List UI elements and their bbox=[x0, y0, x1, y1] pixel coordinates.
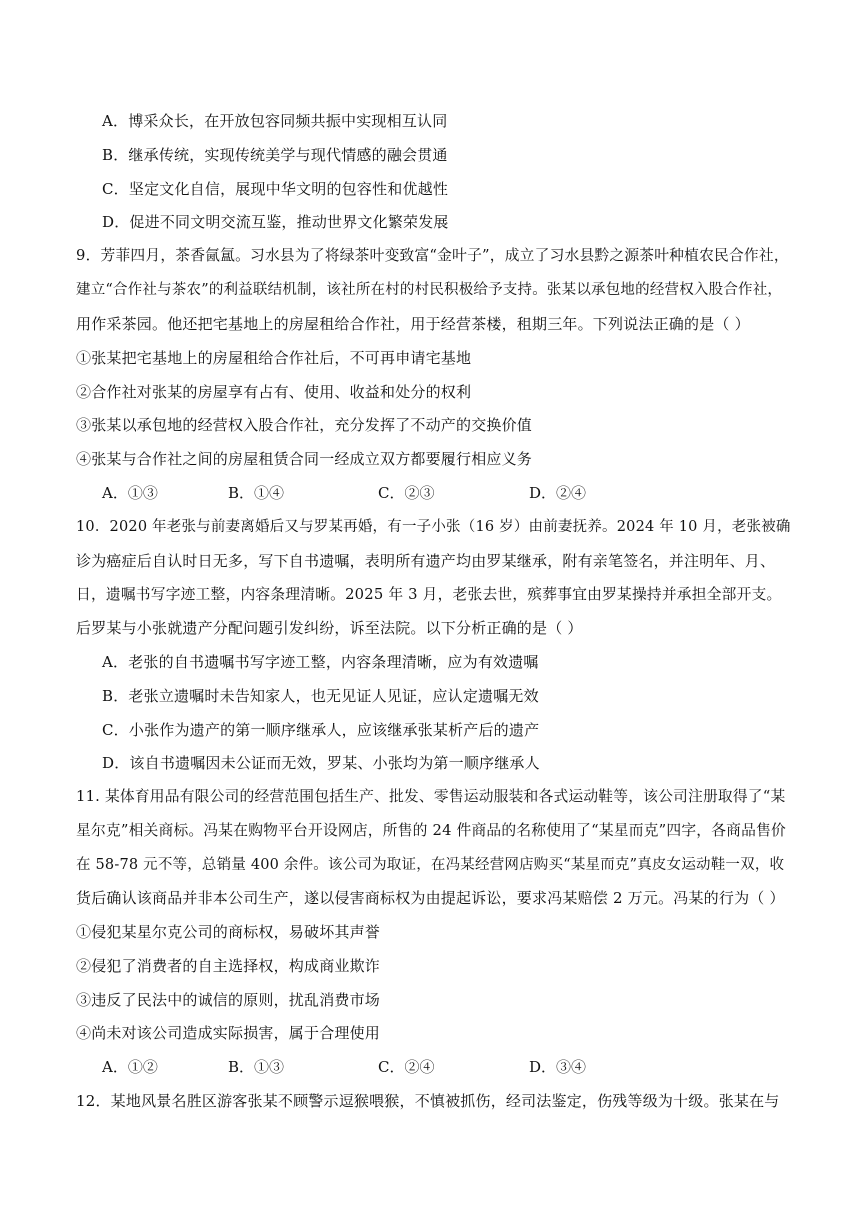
q9-statement-3: ③张某以承包地的经营权入股合作社，充分发挥了不动产的交换价值 bbox=[76, 416, 533, 434]
q10-option-b[interactable]: B．老张立遗嘱时未告知家人，也无见证人见证，应认定遗嘱无效 bbox=[102, 687, 539, 705]
q9-choice-c[interactable]: C．②③ bbox=[378, 484, 435, 502]
q11-statement-1: ①侵犯某星尔克公司的商标权，易破坏其声誉 bbox=[76, 923, 381, 941]
q9-statement-4: ④张某与合作社之间的房屋租赁合同一经成立双方都要履行相应义务 bbox=[76, 450, 533, 468]
q10-stem-line-4: 后罗某与小张就遗产分配问题引发纠纷，诉至法院。以下分析正确的是（ ） bbox=[76, 619, 583, 637]
q10-option-d[interactable]: D．该自书遗嘱因未公证而无效，罗某、小张均为第一顺序继承人 bbox=[102, 754, 540, 772]
q10-stem-line-1: 10．2020 年老张与前妻离婚后又与罗某再婚，有一子小张（16 岁）由前妻抚养。2024 年 10 月，老张被确 bbox=[76, 519, 791, 535]
q8-option-b: B．继承传统，实现传统美学与现代情感的融会贯通 bbox=[102, 146, 448, 164]
q11-statement-3: ③违反了民法中的诚信的原则，扰乱消费市场 bbox=[76, 991, 381, 1009]
q10-stem-line-3: 日，遗嘱书写字迹工整，内容条理清晰。2025 年 3 月，老张去世，殡葬事宜由罗某操持并承担全部开支。 bbox=[76, 586, 782, 603]
q11-choice-d[interactable]: D．③④ bbox=[529, 1058, 587, 1076]
q11-stem-line-3: 在 58-78 元不等，总销量 400 余件。该公司为取证，在冯某经营网店购买“某星而克”真皮女运动鞋一双，收 bbox=[76, 857, 785, 873]
q12-stem-line-1: 12．某地风景名胜区游客张某不顾警示逗猴喂猴，不慎被抓伤，经司法鉴定，伤残等级为十级。张某在与 bbox=[76, 1092, 780, 1110]
q11-choice-c[interactable]: C．②④ bbox=[378, 1058, 435, 1076]
q8-option-d: D．促进不同文明交流互鉴，推动世界文化繁荣发展 bbox=[102, 213, 449, 231]
q9-choice-d[interactable]: D．②④ bbox=[529, 484, 587, 502]
q9-stem-line-2: 建立“合作社与茶农”的利益联结机制，该社所在村的村民积极给予支持。张某以承包地的经营权入股合作社， bbox=[76, 282, 783, 298]
q10-option-a[interactable]: A．老张的自书遗嘱书写字迹工整，内容条理清晰，应为有效遗嘱 bbox=[102, 653, 539, 671]
q9-choice-a[interactable]: A．①③ bbox=[102, 484, 158, 502]
q11-stem-line-2: 星尔克”相关商标。冯某在购物平台开设网店，所售的 24 件商品的名称使用了“某星而克”四字，各商品售价 bbox=[76, 822, 786, 839]
q9-statement-1: ①张某把宅基地上的房屋租给合作社后，不可再申请宅基地 bbox=[76, 349, 472, 367]
q9-choices bbox=[102, 483, 702, 503]
q11-statement-4: ④尚未对该公司造成实际损害，属于合理使用 bbox=[76, 1024, 381, 1042]
q11-choice-a[interactable]: A．①② bbox=[102, 1058, 158, 1076]
q11-choice-b[interactable]: B．①③ bbox=[228, 1058, 285, 1076]
q11-choices bbox=[102, 1057, 702, 1077]
q8-option-c: C．坚定文化自信，展现中华文明的包容性和优越性 bbox=[102, 180, 449, 198]
q11-stem-line-4: 货后确认该商品并非本公司生产，遂以侵害商标权为由提起诉讼，要求冯某赔偿 2 万元。冯某的行为（ ） bbox=[76, 889, 785, 907]
q9-choice-b[interactable]: B．①④ bbox=[228, 484, 285, 502]
q11-statement-2: ②侵犯了消费者的自主选择权，构成商业欺诈 bbox=[76, 957, 381, 975]
q9-stem-line-3: 用作采茶园。他还把宅基地上的房屋租给合作社，用于经营茶楼，租期三年。下列说法正确的是（ ） bbox=[76, 315, 750, 333]
q9-statement-2: ②合作社对张某的房屋享有占有、使用、收益和处分的权利 bbox=[76, 383, 472, 401]
q11-stem-line-1: 11. 某体育用品有限公司的经营范围包括生产、批发、零售运动服装和各式运动鞋等，该公司注册取得了“某 bbox=[76, 788, 786, 805]
q10-option-c[interactable]: C．小张作为遗产的第一顺序继承人，应该继承张某析产后的遗产 bbox=[102, 721, 540, 739]
q9-stem-line-1: 9．芳菲四月，茶香氤氲。习水县为了将绿茶叶变致富“金叶子”，成立了习水县黔之源茶叶种植农民合作社， bbox=[76, 247, 789, 264]
q8-option-a: A．博采众长，在开放包容同频共振中实现相互认同 bbox=[102, 112, 448, 130]
q10-stem-line-2: 诊为癌症后自认时日无多，写下自书遗嘱，表明所有遗产均由罗某继承，附有亲笔签名，并注明年、月、 bbox=[76, 552, 776, 570]
